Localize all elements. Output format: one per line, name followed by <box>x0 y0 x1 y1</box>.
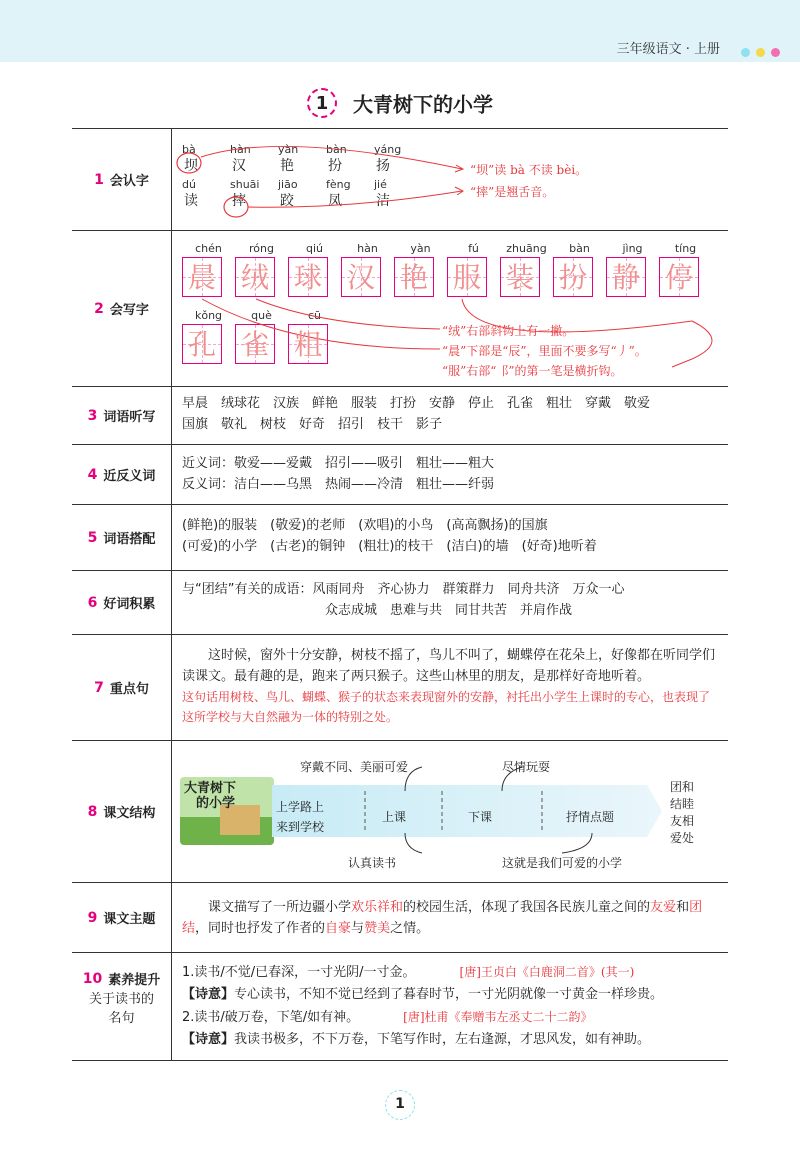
word-line: 国旗 敬礼 树枝 好奇 招引 枝干 影子 <box>182 417 443 432</box>
section-title: 课文结构 <box>103 806 156 821</box>
section-write <box>72 231 728 387</box>
lesson-number: 1 <box>307 88 337 118</box>
hanzi: 晨 <box>187 260 216 294</box>
tian-grid-cell <box>288 257 328 297</box>
hanzi: 凤 <box>328 193 342 209</box>
tian-grid-cell <box>606 257 646 297</box>
pinyin: dú <box>182 178 196 191</box>
section-number: 5 <box>87 529 98 546</box>
dot-icon <box>756 48 765 57</box>
section-label <box>72 953 172 1060</box>
section-literacy <box>72 953 728 1061</box>
tian-grid-cell <box>394 257 434 297</box>
section-content <box>172 953 728 1060</box>
hanzi: 孔 <box>187 327 216 361</box>
theme-word: 友相 <box>670 814 695 828</box>
hanzi: 绒 <box>240 260 269 294</box>
pinyin: hàn <box>357 242 378 255</box>
hanzi: 球 <box>293 260 322 294</box>
tian-grid-cell <box>288 324 328 364</box>
section-synonyms <box>72 445 728 505</box>
pinyin: bàn <box>569 242 590 255</box>
structure-theme <box>670 779 694 847</box>
illustration-title: 大青树下 的小学 <box>184 781 237 811</box>
book-title: 三年级语文 · 上册 <box>616 42 720 57</box>
section-label <box>72 445 172 504</box>
section-content <box>172 741 728 882</box>
section-good-words <box>72 571 728 635</box>
hanzi: 汉 <box>232 158 246 174</box>
section-content <box>172 571 728 634</box>
section-content <box>172 231 728 386</box>
pinyin: fèng <box>326 178 351 191</box>
decor-dots <box>735 42 780 61</box>
theme-text: 课文描写了一所边疆小学欢乐祥和的校园生活，体现了我国各民族儿童之间的友爱和团结，同时也抒发了作者的自豪与赞美之情。 <box>182 900 703 936</box>
pinyin: zhuāng <box>506 242 547 255</box>
pinyin: tíng <box>674 242 697 255</box>
pinyin: jiāo <box>278 178 298 191</box>
hanzi: 扬 <box>376 158 390 174</box>
lesson-illustration <box>180 777 274 845</box>
hanzi: 雀 <box>240 327 269 361</box>
theme-word: 结睦 <box>670 797 695 811</box>
section-recognize <box>72 129 728 231</box>
section-content <box>172 387 728 444</box>
pinyin: róng <box>249 242 274 255</box>
section-collocation <box>72 505 728 571</box>
section-title: 词语听写 <box>103 410 156 425</box>
theme-word: 爱处 <box>670 831 695 845</box>
section-title: 好词积累 <box>103 597 156 612</box>
pinyin: jié <box>374 178 387 191</box>
structure-top-1: 穿戴不同、美丽可爱 <box>300 760 409 774</box>
pinyin: yàn <box>410 242 431 255</box>
quote-1: 1.读书/不觉/已春深，一寸光阴/一寸金。 [唐]王贞白《白鹿洞二首》(其一) <box>182 965 635 980</box>
tian-grid-cell <box>553 257 593 297</box>
section-title: 词语搭配 <box>103 532 156 547</box>
pinyin: chén <box>195 242 222 255</box>
structure-top-2: 尽情玩耍 <box>502 760 551 774</box>
section-label <box>72 635 172 740</box>
section-number: 7 <box>94 679 104 696</box>
hanzi: 静 <box>611 260 640 294</box>
section-content <box>172 445 728 504</box>
pinyin: shuāi <box>230 178 260 191</box>
collocation-line: (可爱)的小学 (古老)的铜钟 (粗壮)的枝干 (洁白)的墙 (好奇)地听着 <box>182 539 597 554</box>
tian-grid-cell <box>182 257 222 297</box>
dot-icon <box>771 48 780 57</box>
annotation-arrows <box>172 129 472 229</box>
section-title: 近反义词 <box>103 469 156 484</box>
synonym-line: 近义词：敬爱——爱戴 招引——吸引 粗壮——粗大 <box>182 456 495 471</box>
pinyin: jìng <box>622 242 643 255</box>
section-key-sentence <box>72 635 728 741</box>
pinyin: fú <box>468 242 479 255</box>
section-title: 素养提升 <box>108 973 161 988</box>
section-title: 重点句 <box>109 682 149 697</box>
hanzi: 装 <box>505 260 534 294</box>
section-subtitle: 关于读书的 <box>88 992 154 1007</box>
hanzi: 扮 <box>328 158 342 174</box>
pinyin: què <box>251 309 272 322</box>
pinyin: qiú <box>305 242 323 255</box>
pinyin: yáng <box>374 143 402 156</box>
structure-step-1: 上学路上 来到学校 <box>276 800 325 834</box>
section-number: 2 <box>94 300 104 317</box>
pinyin: cū <box>307 309 322 322</box>
lesson-title-text: 大青树下的小学 <box>353 92 493 117</box>
section-content <box>172 883 728 952</box>
theme-word: 团和 <box>670 780 695 794</box>
hanzi: 停 <box>664 260 693 294</box>
hanzi: 艳 <box>399 260 428 294</box>
structure-step-4: 抒情点题 <box>566 810 615 824</box>
hanzi: 粗 <box>293 327 322 361</box>
antonym-line: 反义词：洁白——乌黑 热闹——冷清 粗壮——纤弱 <box>182 477 495 492</box>
section-number: 8 <box>87 803 98 820</box>
sentence-analysis: 这句话用树枝、鸟儿、蝴蝶、猴子的状态来表现窗外的安静，衬托出小学生上课时的专心，也表现了这所学校与大自然融为一体的特别之处。 <box>182 690 711 724</box>
note-shuai: “摔”是翘舌音。 <box>470 185 555 199</box>
pinyin: kǒng <box>194 309 223 322</box>
word-line: 早晨 绒球花 汉族 鲜艳 服装 打扮 安静 停止 孔雀 粗壮 穿戴 敬爱 <box>182 396 651 411</box>
section-label <box>72 571 172 634</box>
note-chen: “晨”下部是“辰”，里面不要多写“丿”。 <box>442 344 647 358</box>
section-label <box>72 129 172 230</box>
section-label <box>72 741 172 882</box>
section-title: 会写字 <box>109 303 149 318</box>
tian-grid-cell <box>341 257 381 297</box>
dot-icon <box>741 48 750 57</box>
tian-grid-cell <box>235 257 275 297</box>
section-content <box>172 505 728 570</box>
section-label <box>72 505 172 570</box>
section-structure <box>72 741 728 883</box>
structure-step-3: 下课 <box>468 810 493 824</box>
hanzi: 摔 <box>232 193 246 209</box>
section-dictation <box>72 387 728 445</box>
hanzi: 服 <box>452 260 481 294</box>
section-number: 3 <box>87 407 98 424</box>
idiom-line: 众志成城 患难与共 同甘共苦 并肩作战 <box>325 603 573 618</box>
section-number: 6 <box>87 594 98 611</box>
section-number: 1 <box>94 171 104 188</box>
lesson-title <box>0 88 800 118</box>
section-title: 课文主题 <box>103 912 156 927</box>
key-sentence: 这时候，窗外十分安静，树枝不摇了，鸟儿不叫了，蝴蝶停在花朵上，好像都在听同学们读课文。最有趣的是，跑来了两只猴子。这些山林里的朋友，是那样好奇地听着。 <box>182 648 716 684</box>
structure-bottom-1: 认真读书 <box>348 856 397 870</box>
top-banner <box>0 0 800 62</box>
study-table <box>72 128 728 1061</box>
section-number: 9 <box>87 909 98 926</box>
hanzi: 洁 <box>376 193 390 209</box>
structure-bottom-2: 这就是我们可爱的小学 <box>502 856 623 870</box>
page-number: 1 <box>385 1090 415 1120</box>
hanzi: 读 <box>184 193 198 209</box>
tian-grid-cell <box>447 257 487 297</box>
idiom-line: 与“团结”有关的成语：风雨同舟 齐心协力 群策群力 同舟共济 万众一心 <box>182 582 625 597</box>
meaning-1: 【诗意】专心读书，不知不觉已经到了暮春时节，一寸光阴就像一寸黄金一样珍贵。 <box>182 987 664 1002</box>
hanzi: 坝 <box>184 158 198 174</box>
pinyin: bàn <box>326 143 347 156</box>
section-label <box>72 387 172 444</box>
pinyin: yàn <box>278 143 299 156</box>
section-subtitle: 名句 <box>108 1011 135 1026</box>
meaning-2: 【诗意】我读书极多，不下万卷，下笔写作时，左右逢源，才思风发，如有神助。 <box>182 1032 651 1047</box>
hanzi: 扮 <box>558 260 587 294</box>
section-number: 10 <box>82 970 103 987</box>
annotation-arrows <box>172 231 728 387</box>
section-title: 会认字 <box>109 174 149 189</box>
hanzi: 跤 <box>280 193 294 209</box>
section-number: 4 <box>87 466 98 483</box>
tian-grid-cell <box>235 324 275 364</box>
section-label <box>72 883 172 952</box>
section-content <box>172 635 728 740</box>
section-content <box>172 129 728 230</box>
quote-2: 2.读书/破万卷，下笔/如有神。 [唐]杜甫《奉赠韦左丞丈二十二韵》 <box>182 1010 593 1025</box>
note-ba: “坝”读 bà 不读 bèi。 <box>470 163 588 177</box>
section-label <box>72 231 172 386</box>
tian-grid-cell <box>500 257 540 297</box>
pinyin: hàn <box>230 143 251 156</box>
note-fu: “服”右部“⻏”的第一笔是横折钩。 <box>442 364 623 378</box>
tian-grid-cell <box>659 257 699 297</box>
pinyin: bà <box>182 143 196 156</box>
section-theme <box>72 883 728 953</box>
hanzi: 汉 <box>346 260 375 294</box>
note-rong: “绒”右部斜钩上有一撇。 <box>442 324 575 338</box>
hanzi: 艳 <box>280 158 294 174</box>
tian-grid-cell <box>182 324 222 364</box>
structure-step-2: 上课 <box>382 810 407 824</box>
collocation-line: (鲜艳)的服装 (敬爱)的老师 (欢唱)的小鸟 (高高飘扬)的国旗 <box>182 518 548 533</box>
